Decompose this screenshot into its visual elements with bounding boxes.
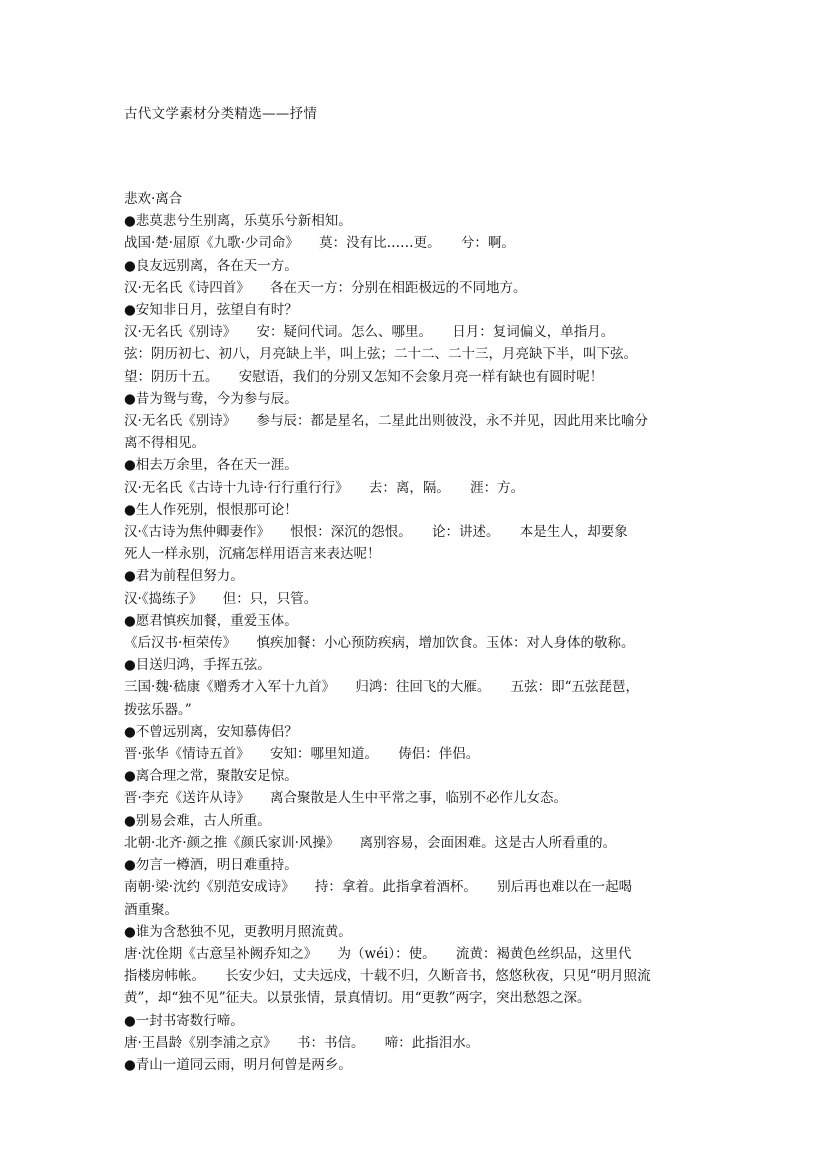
text-line: 《后汉书·桓荣传》 慎疾加餐：小心预防疾病，增加饮食。玉体：对人身体的敬称。 [124,635,635,652]
text-line: 汉·无名氏《古诗十九诗·行行重行行》 去：离，隔。 涯：方。 [124,479,525,496]
quote-line: ●目送归鸿，手挥五弦。 [124,657,271,674]
text-line: 晋·张华《情诗五首》 安知：哪里知道。 俦侣：伴侣。 [124,746,480,763]
text-line: 弦：阴历初七、初八，月亮缺上半，叫上弦；二十二、二十三，月亮缺下半，叫下弦。 [124,346,637,363]
text-line: 晋·李充《送许从诗》 离合聚散是人生中平常之事，临别不必作儿女态。 [124,790,568,807]
text-line: 汉·无名氏《别诗》 安：疑问代词。怎么、哪里。 日月：复词偏义，单指月。 [124,324,615,341]
quote-line: ●别易会难，古人所重。 [124,812,271,829]
text-line: 拨弦乐器。” [124,701,192,718]
quote-line: ●谁为含愁独不见，更教明月照流黄。 [124,923,352,940]
text-line: 战国·楚·屈原《九歌·少司命》 莫：没有比……更。 兮：啊。 [124,235,515,252]
quote-line: ●悲莫悲兮生别离，乐莫乐兮新相知。 [124,213,352,230]
text-line: 望：阴历十五。 安慰语，我们的分别又怎知不会象月亮一样有缺也有圆时呢！ [124,368,604,385]
text-line: 汉·《古诗为焦仲卿妻作》 恨恨：深沉的怨恨。 论：讲述。 本是生人，却要象 [124,524,628,541]
document-body [124,188,704,1076]
quote-line: ●良友远别离，各在天一方。 [124,257,298,274]
text-line: 悲欢·离合 [124,191,183,207]
text-line: 南朝·梁·沈约《别范安成诗》 持：拿着。此指拿着酒杯。 别后再也难以在一起喝 [124,879,633,896]
text-line: 黄”，却“独不见”征夫。以景张情，景真情切。用“更教”两字，突出愁怨之深。 [124,990,591,1007]
quote-line: ●离合理之常，聚散安足惊。 [124,768,298,785]
text-line: 北朝·北齐·颜之推《颜氏家训·风操》 离别容易，会面困难。这是古人所看重的。 [124,834,617,851]
text-line: 酒重聚。 [124,901,178,918]
text-line: 唐·王昌龄《别李浦之京》 书：书信。 啼：此指泪水。 [124,1034,480,1051]
quote-line: ●安知非日月，弦望自有时？ [124,302,298,319]
text-line: 汉·《捣练子》 但：只，只管。 [124,590,318,607]
text-line: 汉·无名氏《诗四首》 各在天一方：分别在相距极远的不同地方。 [124,279,527,296]
quote-line: ●愿君慎疾加餐，重爱玉体。 [124,612,298,629]
quote-line: ●勿言一樽酒，明日难重持。 [124,857,298,874]
text-line: 汉·无名氏《别诗》 参与辰：都是星名，二星此出则彼没，永不并见，因此用来比喻分 [124,413,649,430]
quote-line: ●生人作死别，恨恨那可论！ [124,501,298,518]
quote-line: ●昔为鸳与鸯，今为参与辰。 [124,390,298,407]
text-line: 死人一样永别，沉痛怎样用语言来表达呢！ [124,546,381,563]
text-line: 三国·魏·嵇康《赠秀才入军十九首》 归鸿：往回飞的大雁。 五弦：即“五弦琵琶， [124,679,639,696]
quote-line: ●君为前程但努力。 [124,568,244,585]
text-line: 唐·沈佺期《古意呈补阙乔知之》 为（wéi）：使。 流黄：褐黄色丝织品，这里代 [124,945,632,962]
text-line: 指楼房帏帐。 长安少妇，丈夫远戍，十载不归，久断音书，悠悠秋夜，只见“明月照流 [124,968,651,985]
quote-line: ●青山一道同云雨，明月何曾是两乡。 [124,1056,352,1073]
document-title: 古代文学素材分类精选——抒情 [124,106,318,122]
quote-line: ●相去万余里，各在天一涯。 [124,457,298,474]
quote-line: ●一封书寄数行啼。 [124,1012,244,1029]
quote-line: ●不曾远别离，安知慕俦侣？ [124,723,298,740]
text-line: 离不得相见。 [124,435,205,452]
